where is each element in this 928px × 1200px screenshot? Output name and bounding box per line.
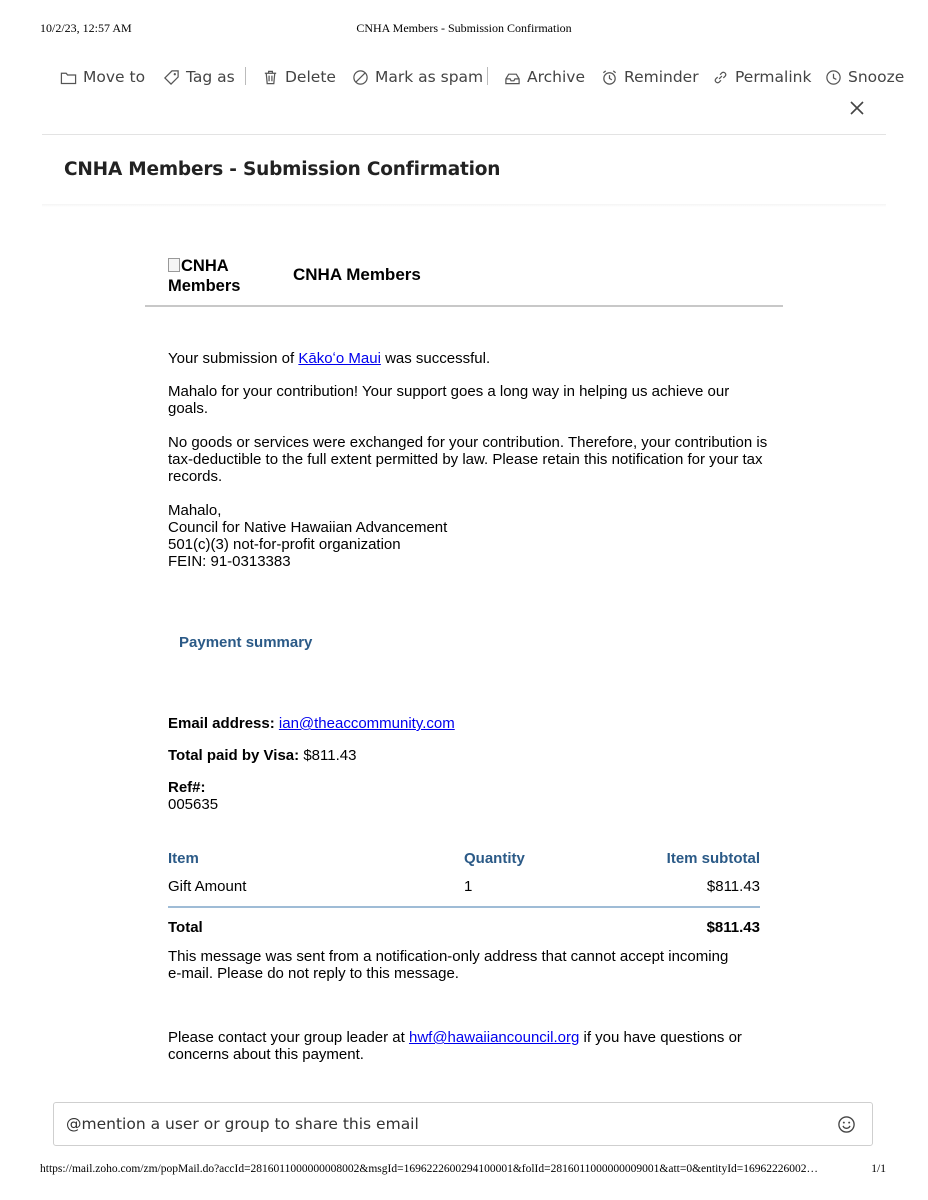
contact-email-link[interactable]: hwf@hawaiiancouncil.org [408,1029,580,1046]
close-icon[interactable] [848,99,866,117]
total-paid-label: Total paid by Visa: [168,747,300,764]
archive-label: Archive [527,68,585,86]
table-header-item: Item [168,850,199,867]
brand-divider [145,305,783,307]
mention-input[interactable] [53,1102,873,1146]
reminder-button[interactable] [601,64,699,90]
alarm-clock-icon [601,69,618,86]
snooze-label: Snooze [848,68,905,86]
folder-icon [60,69,77,86]
email-address-line [168,715,768,732]
table-divider [168,906,760,908]
snooze-button[interactable] [825,64,904,90]
link-icon [712,69,729,86]
email-address-link[interactable]: ian@theaccommunity.com [278,715,455,732]
total-label: Total [168,919,203,936]
contact-prefix: Please contact your group leader at [168,1029,409,1046]
mahalo-paragraph: Mahalo for your contribution! Your support goes a long way in helping us achieve our goals. [168,383,730,417]
delete-label: Delete [285,68,336,86]
org-type: 501(c)(3) not-for-profit organization [168,536,401,553]
contact-paragraph [168,1029,768,1063]
subject-divider [42,204,886,207]
tag-as-label: Tag as [186,68,235,86]
payment-summary-title: Payment summary [179,634,313,651]
permalink-label: Permalink [735,68,812,86]
toolbar-divider [487,67,488,85]
contact-suffix: if you have questions or concerns about this payment. [168,1029,742,1063]
table-cell-quantity: 1 [464,878,473,895]
toolbar-divider [245,67,246,85]
brand-name: CNHA Members [293,265,421,284]
email-address-label: Email address: [168,715,275,732]
print-datetime: 10/2/23, 12:57 AM [40,21,132,35]
submission-line [168,350,768,367]
table-header-subtotal: Item subtotal [666,850,760,867]
mark-as-spam-label: Mark as spam [375,68,484,86]
total-paid-value: $811.43 [303,747,357,764]
spam-icon [352,69,369,86]
email-subject: CNHA Members - Submission Confirmation [64,159,501,180]
total-paid-line [168,747,768,764]
table-cell-subtotal: $811.43 [706,878,760,895]
submission-suffix: was successful. [380,350,491,367]
archive-button[interactable] [504,64,585,90]
brand-logo-alt [168,256,258,296]
table-cell-item: Gift Amount [168,878,247,895]
signoff: Mahalo, [168,502,222,519]
tag-icon [163,69,180,86]
move-to-button[interactable] [60,64,145,90]
permalink-button[interactable] [712,64,811,90]
ref-label: Ref#: [168,779,206,796]
tax-paragraph: No goods or services were exchanged for your contribution. Therefore, your contribution is tax-deductible to the full extent permitted by law. Please retain this notification for your tax records. [168,434,768,485]
submission-link[interactable]: Kākoʻo Maui [298,350,381,367]
archive-icon [504,69,521,86]
fein: FEIN: 91-0313383 [168,553,291,570]
mail-toolbar [60,64,905,90]
clock-icon [825,69,842,86]
org-name: Council for Native Hawaiian Advancement [168,519,448,536]
ref-value: 005635 [168,796,219,813]
brand-logo-alt-text: CNHA Members [168,257,241,295]
print-footer [40,1163,888,1179]
print-header [0,21,928,37]
mention-placeholder: @mention a user or group to share this email [66,1115,419,1133]
delete-button[interactable] [262,64,336,90]
tag-as-button[interactable] [163,64,235,90]
broken-image-icon [168,258,180,272]
notification-notice: This message was sent from a notification-only address that cannot accept incoming e-mail. Please do not reply to this message. [168,948,729,982]
trash-icon [262,69,279,86]
move-to-label: Move to [83,68,146,86]
print-page-number: 1/1 [871,1163,886,1175]
total-value: $811.43 [706,919,760,936]
emoji-icon[interactable] [837,1115,856,1134]
print-page-title: CNHA Members - Submission Confirmation [356,21,572,35]
table-header-quantity: Quantity [464,850,525,867]
toolbar-divider-line [42,134,886,135]
reminder-label: Reminder [624,68,699,86]
print-url: https://mail.zoho.com/zm/popMail.do?accId=2816011000000008002&msgId=1696222600294100001&folId=2816011000000009001&att=0&entityId=16962226002… [40,1163,819,1175]
mark-as-spam-button[interactable] [352,64,483,90]
submission-prefix: Your submission of [168,350,299,367]
